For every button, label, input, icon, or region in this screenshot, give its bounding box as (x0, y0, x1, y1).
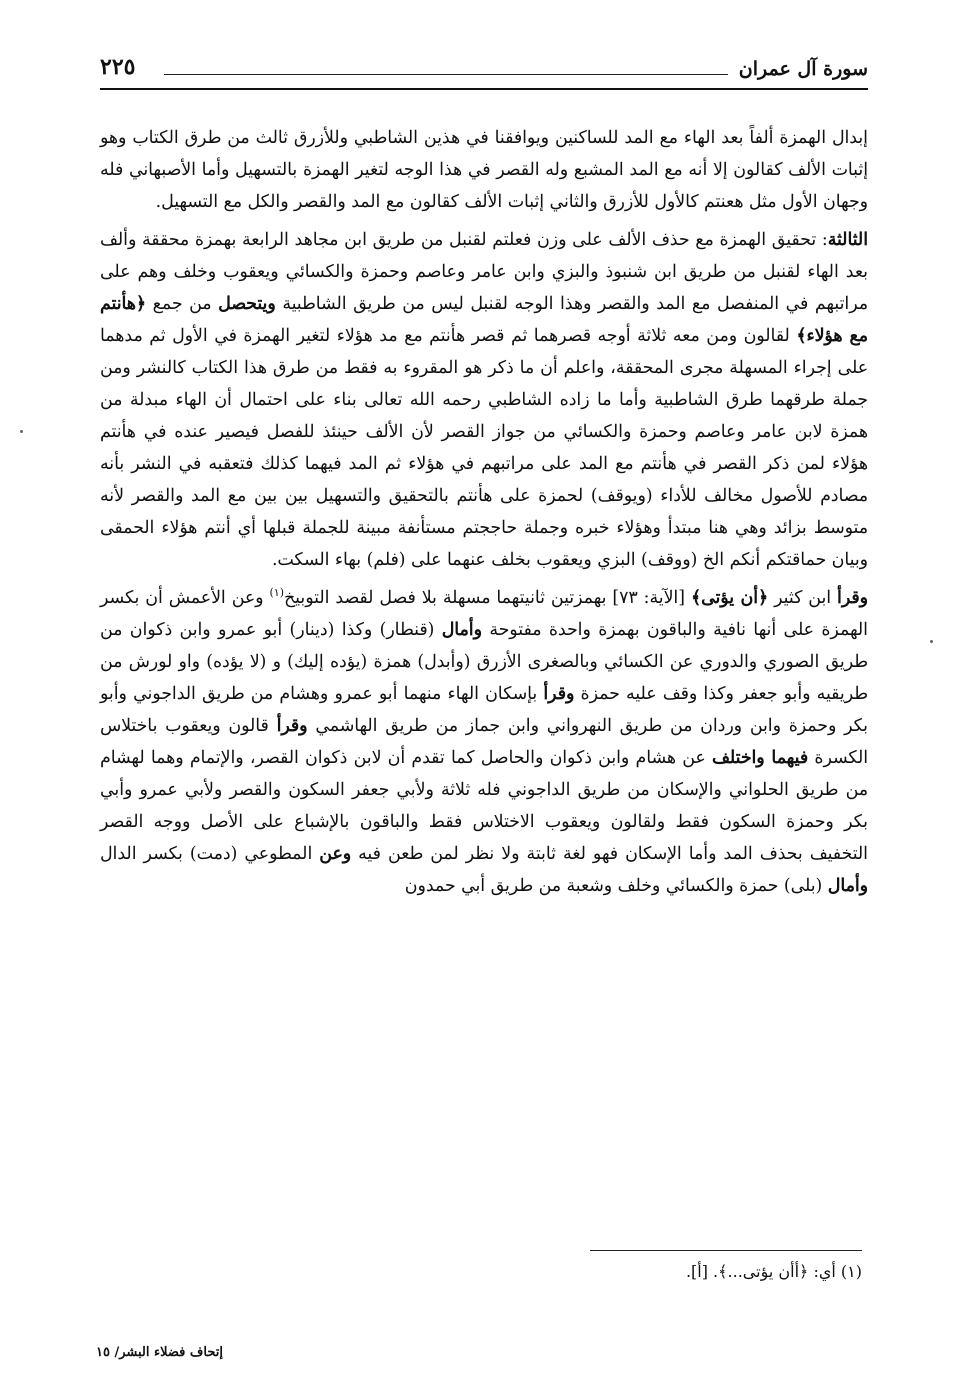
footnote: (١) أي: ﴿أأن يؤتى...﴾. [أ]. (685, 1262, 862, 1281)
text-run: ابن كثير (768, 588, 838, 608)
footnote-marker: (١) (269, 586, 285, 600)
bold-term: الثالثة (827, 230, 868, 250)
text-run: بإسكان الهاء منهما أبو عمرو وهشام من طريق الداجوني وأبو بكر وحمزة وابن وردان من طريق النهرواني وابن جماز من طريق الهاشمي (100, 684, 868, 736)
page-number: ٢٢٥ (100, 54, 136, 80)
bold-term: وأمال (827, 876, 868, 896)
bold-term: ﴿هأنتم مع هؤلاء﴾ (100, 294, 868, 346)
footnote-separator (590, 1250, 862, 1251)
text-run: (قنطار) وكذا (دينار) أبو عمرو وابن ذكوان من طريق الصوري والدوري عن الكسائي وبالصغرى الأزرق (وأبدل) همزة (يؤده إليك) و (لا يؤده) واو لورش من طريقيه وأبو جعفر وكذا وقف عليه حمزة (100, 620, 868, 704)
header-dash-line (164, 74, 728, 75)
text-run: [الآية: ٧٣] بهمزتين ثانيتهما مسهلة بلا فصل لقصد التوبيخ (284, 588, 691, 608)
bold-term: وقرأ (837, 588, 868, 608)
text-run: المطوعي (دمت) بكسر الدال (100, 844, 320, 864)
text-run: وعن الأعمش أن بكسر الهمزة على أنها نافية والباقون بهمزة واحدة مفتوحة (100, 588, 868, 640)
text-run: قالون ويعقوب باختلاس الكسرة (100, 716, 869, 768)
text-run: لقالون ومن معه ثلاثة أوجه قصرهما ثم قصر هأنتم مع مد هؤلاء لتغير الهمزة في الأول ثم مدهما على إجراء المسهلة مجرى المحققة، واعلم أن ما ذكر هو المقروء به فقط من طرق هذا الكتاب كالنشر ومن جملة طرقهما طرق الشاطبية وأما ما زاده الشاطبي رحمه الله تعالى بناء على احتمال أن الهاء مبدلة من همزة لابن عامر وعاصم وحمزة والكسائي من جواز القصر لأن الألف حينئذ للفصل فيصير عنده في هأنتم هؤلاء لمن ذكر القصر في هأنتم مع المد على مراتبهم في هؤلاء ثم المد فيهما كذلك فتعقبه في النشر بأنه مصادم للأصول مخالف للأداء (ويوقف) لحمزة على هأنتم بالتحقيق والتسهيل بين بين مع المد والقصر لأنه متوسط بزائد وهي هنا مبتدأ وهؤلاء خبره وجملة حاججتم مستأنفة مبينة للجملة قبلها أي أنتم هؤلاء الحمقى وبيان حماقتكم أنكم الخ (ووقف) البزي ويعقوب بخلف عنهما على (فلم) بهاء السكت. (100, 326, 868, 570)
bold-term: وقرأ (543, 684, 575, 704)
bold-term: فيهما واختلف (712, 748, 809, 768)
page-body-text (100, 122, 868, 908)
paragraph (100, 224, 868, 576)
bold-term: وعن (319, 844, 352, 864)
text-run: إبدال الهمزة ألفاً بعد الهاء مع المد للساكنين ويوافقنا في هذين الشاطبي وللأزرق ثالث من طرق الكتاب وهو إثبات الألف كقالون إلا أنه مع المد المشبع وله القصر في هذا الوجه لتغير الهمزة بالتسهيل وأما الأصبهاني فله وجهان الأول مثل هعنتم كالأول للأزرق والثاني إثبات الألف كقالون مع المد والقصر والكل مع التسهيل. (100, 128, 868, 212)
text-run: : تحقيق الهمزة مع حذف الألف على وزن فعلتم لقنبل من طريق ابن مجاهد الرابعة بهمزة محققة وألف بعد الهاء لقنبل من طريق ابن شنبوذ والبزي وابن عامر وعاصم وحمزة والكسائي ويعقوب وخلف وهم على مراتبهم في المنفصل مع المد والقصر وهذا الوجه لقنبل ليس من طريق الشاطبية (100, 230, 868, 314)
margin-speck (20, 430, 23, 433)
bold-term: ويتحصل (218, 294, 276, 314)
bold-term: وأمال (441, 620, 482, 640)
text-run: عن هشام وابن ذكوان والحاصل كما تقدم أن لابن ذكوان القصر، والإتمام وهما لهشام من طريق الحلواني والإسكان من طريق الداجوني فله ثلاثة ولأبي جعفر السكون والقصر ولأبي عمرو وأبي بكر وحمزة السكون فقط ولقالون ويعقوب الاختلاس فقط والباقون بالإشباع على الأصل ووجه القصر التخفيف بحذف المد وأما الإسكان فهو لغة ثابتة ولا نظر لمن طعن فيه (100, 748, 868, 864)
bold-term: وقرأ (276, 716, 308, 736)
paragraph (100, 122, 868, 218)
text-run: (بلى) حمزة والكسائي وخلف وشعبة من طريق أبي حمدون (404, 876, 828, 896)
book-footer: إتحاف فضلاء البشر/ ١٥ (96, 1345, 223, 1360)
surah-title: سورة آل عمران (738, 58, 868, 80)
header-rule (100, 88, 868, 90)
page-header (100, 54, 868, 98)
text-run: من جمع (146, 294, 219, 314)
bold-term: ﴿أن يؤتى﴾ (690, 588, 769, 608)
margin-speck (930, 640, 933, 643)
paragraph (100, 582, 868, 902)
